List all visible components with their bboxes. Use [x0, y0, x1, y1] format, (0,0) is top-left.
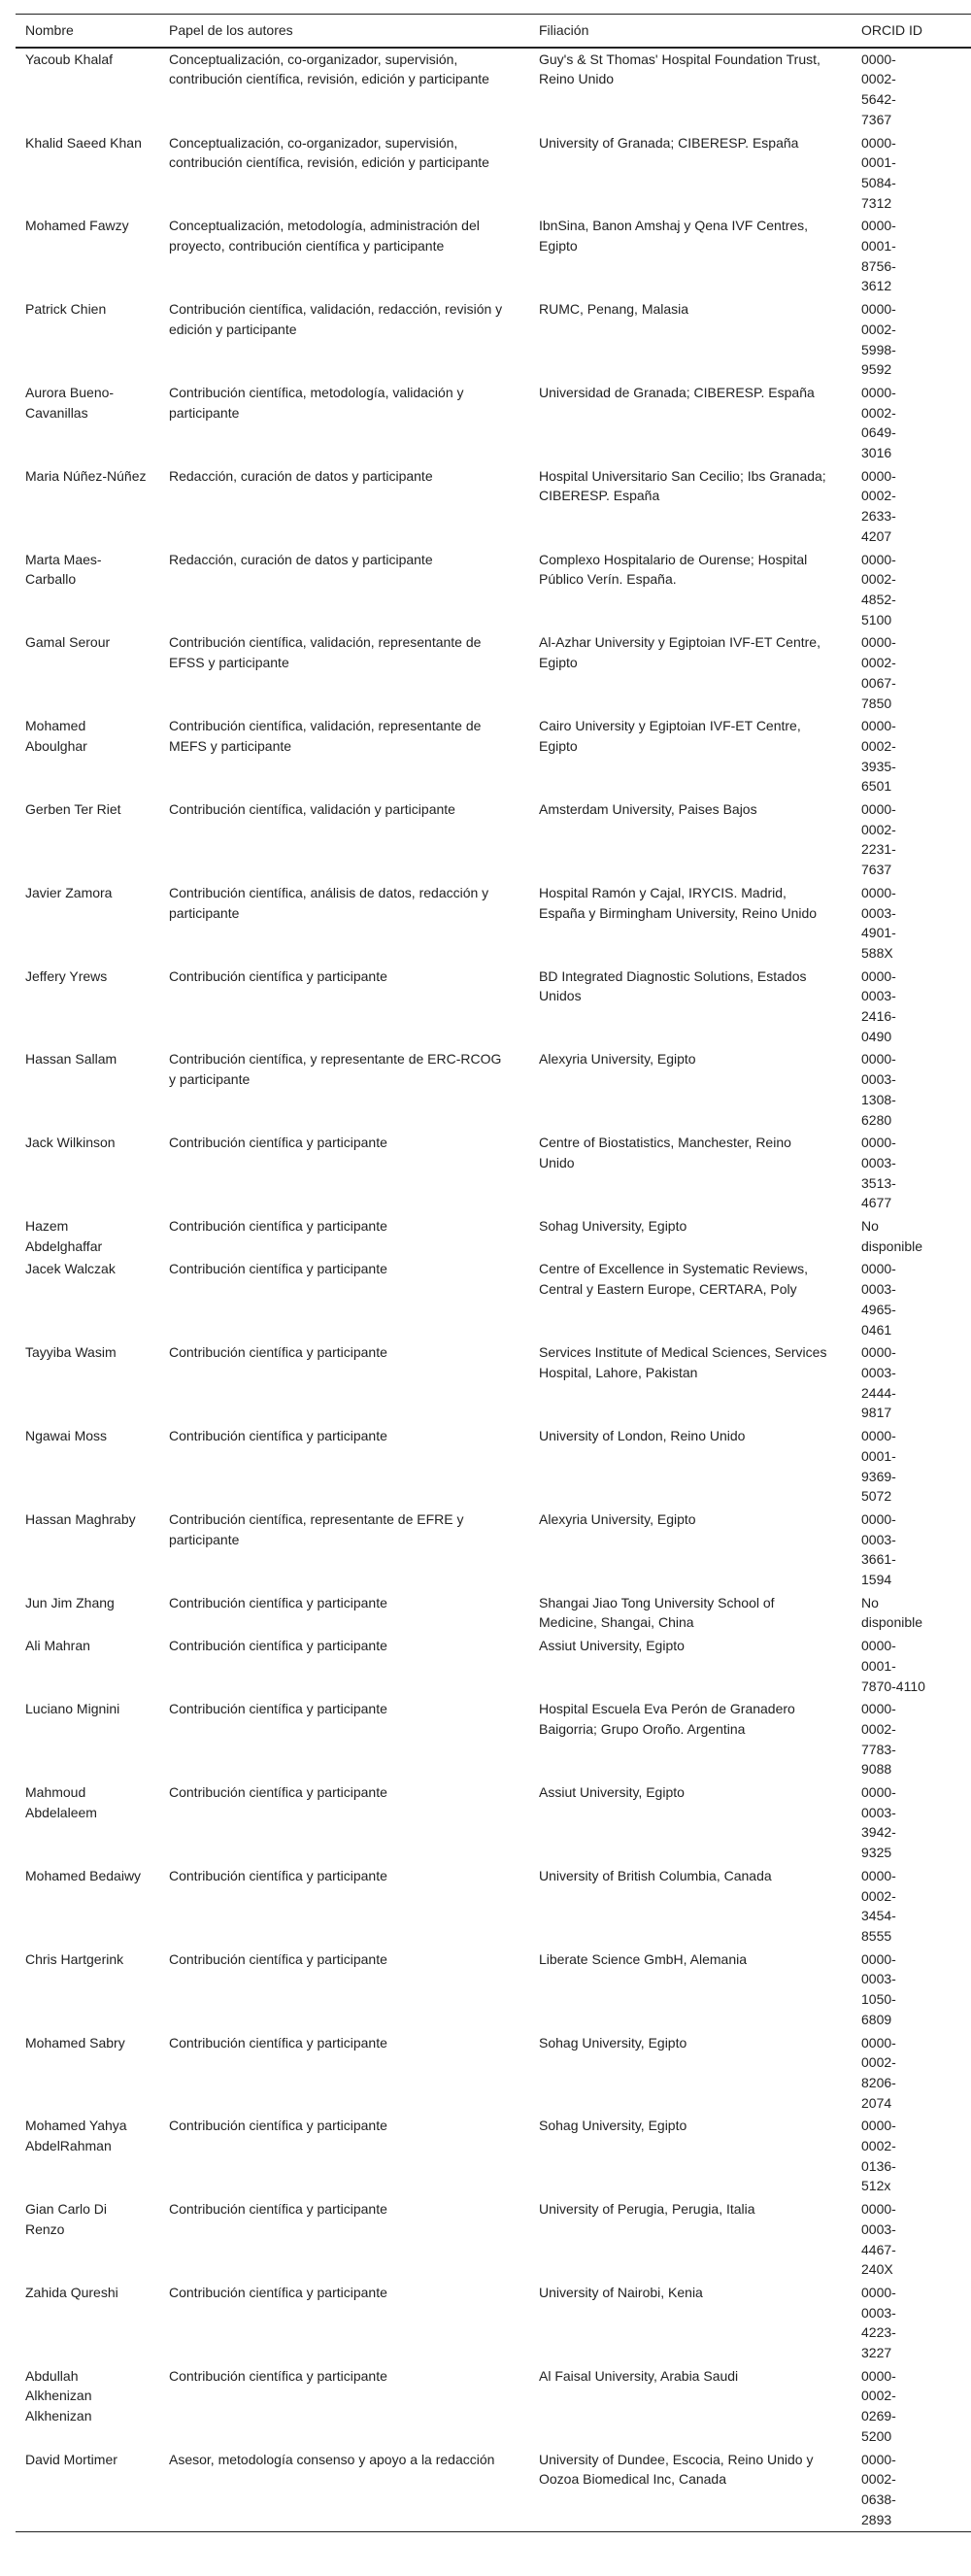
cell-papel-text: Contribución científica, validación, redacción, revisión y edición y participante	[169, 301, 503, 337]
cell-orcid	[852, 798, 971, 882]
cell-filiacion-text: Liberate Science GmbH, Alemania	[539, 1950, 747, 1967]
cell-nombre-text: Hassan Maghraby	[25, 1510, 136, 1527]
cell-filiacion-text: Cairo University y Egiptoian IVF-ET Centre, Egipto	[539, 718, 801, 754]
cell-filiacion	[529, 1132, 852, 1215]
cell-filiacion-text: Al-Azhar University y Egiptoian IVF-ET Centre, Egipto	[539, 634, 820, 671]
cell-orcid-text: 0000-0002-4852-5100	[861, 551, 896, 627]
cell-orcid-text: 0000-0002-5642-7367	[861, 51, 896, 127]
cell-orcid-text: 0000-0002-7783-9088	[861, 1701, 896, 1778]
table-row	[16, 1865, 971, 1949]
cell-filiacion	[529, 1048, 852, 1132]
cell-orcid	[852, 1592, 971, 1635]
cell-orcid-text: 0000-0003-1308-6280	[861, 1051, 896, 1128]
cell-orcid	[852, 1508, 971, 1592]
cell-orcid	[852, 382, 971, 465]
cell-filiacion-text: Alexyria University, Egipto	[539, 1510, 696, 1527]
cell-papel	[159, 2198, 529, 2282]
cell-papel-text: Contribución científica y participante	[169, 1135, 387, 1151]
cell-filiacion-text: University of Dundee, Escocia, Reino Unido y Oozoa Biomedical Inc, Canada	[539, 2451, 814, 2488]
cell-papel-text: Conceptualización, co-organizador, supervisión, contribución científica, revisión, edición y participante	[169, 134, 489, 171]
cell-nombre	[16, 1048, 159, 1132]
cell-filiacion	[529, 215, 852, 298]
cell-papel-text: Contribución científica y participante	[169, 1428, 387, 1444]
table-row	[16, 132, 971, 216]
cell-filiacion-text: University of Perugia, Perugia, Italia	[539, 2201, 755, 2218]
cell-nombre	[16, 1635, 159, 1698]
cell-papel	[159, 1698, 529, 1781]
cell-papel	[159, 966, 529, 1049]
cell-nombre-text: Jeffery Yrews	[25, 967, 108, 984]
cell-filiacion-text: Centre of Excellence in Systematic Reviews, Central y Eastern Europe, CERTARA, Poly	[539, 1261, 808, 1298]
cell-orcid	[852, 1949, 971, 2032]
cell-nombre	[16, 2365, 159, 2449]
cell-orcid	[852, 631, 971, 715]
cell-orcid	[852, 1215, 971, 1258]
cell-nombre	[16, 298, 159, 382]
cell-papel-text: Contribución científica y participante	[169, 2118, 387, 2134]
cell-nombre-text: Jun Jim Zhang	[25, 1594, 115, 1610]
cell-filiacion	[529, 631, 852, 715]
cell-filiacion	[529, 1949, 852, 2032]
cell-filiacion	[529, 2115, 852, 2198]
cell-papel	[159, 549, 529, 632]
cell-filiacion-text: RUMC, Penang, Malasia	[539, 301, 689, 318]
table-row	[16, 215, 971, 298]
cell-papel-text: Contribución científica, validación, representante de EFSS y participante	[169, 634, 482, 671]
cell-orcid-text: 0000-0002-0136-512x	[861, 2118, 896, 2194]
cell-orcid-text: 0000-0003-4965-0461	[861, 1261, 896, 1338]
cell-orcid-text: 0000-0003-1050-6809	[861, 1950, 896, 2027]
cell-papel-text: Contribución científica y participante	[169, 1594, 387, 1610]
cell-orcid-text: 0000-0003-4223-3227	[861, 2284, 896, 2361]
table-row	[16, 1592, 971, 1635]
cell-papel	[159, 1865, 529, 1949]
cell-filiacion	[529, 1341, 852, 1425]
cell-orcid-text: 0000-0002-8206-2074	[861, 2034, 896, 2111]
cell-orcid-text: No disponible	[861, 1218, 923, 1254]
cell-papel	[159, 2282, 529, 2365]
table-row	[16, 298, 971, 382]
cell-orcid-text: No disponible	[861, 1594, 923, 1631]
table-row	[16, 2198, 971, 2282]
cell-papel-text: Contribución científica y participante	[169, 1701, 387, 1717]
cell-filiacion	[529, 1781, 852, 1865]
table-row	[16, 2115, 971, 2198]
table-row	[16, 465, 971, 549]
cell-papel-text: Redacción, curación de datos y participante	[169, 551, 433, 567]
cell-filiacion-text: Alexyria University, Egipto	[539, 1051, 696, 1068]
cell-nombre	[16, 1258, 159, 1341]
cell-papel-text: Contribución científica y participante	[169, 967, 387, 984]
cell-papel-text: Contribución científica y participante	[169, 1218, 387, 1235]
cell-filiacion-text: Sohag University, Egipto	[539, 2034, 687, 2051]
cell-filiacion	[529, 2449, 852, 2532]
cell-orcid-text: 0000-0003-3513-4677	[861, 1135, 896, 1211]
cell-nombre-text: Chris Hartgerink	[25, 1950, 124, 1967]
cell-nombre	[16, 2282, 159, 2365]
cell-filiacion	[529, 882, 852, 966]
cell-papel	[159, 48, 529, 132]
table-row	[16, 798, 971, 882]
cell-filiacion-text: University of London, Reino Unido	[539, 1428, 746, 1444]
table-row	[16, 1048, 971, 1132]
cell-papel	[159, 1048, 529, 1132]
cell-papel	[159, 631, 529, 715]
cell-papel	[159, 465, 529, 549]
table-row	[16, 1132, 971, 1215]
cell-orcid-text: 0000-0003-2416-0490	[861, 967, 896, 1044]
header-orcid: ORCID ID	[861, 22, 922, 38]
table-row	[16, 1258, 971, 1341]
cell-nombre-text: Gamal Serour	[25, 634, 111, 651]
cell-filiacion-text: Sohag University, Egipto	[539, 1218, 687, 1235]
cell-papel	[159, 1592, 529, 1635]
header-filiacion: Filiación	[539, 22, 589, 38]
cell-nombre	[16, 2115, 159, 2198]
authors-table-container	[16, 14, 971, 2532]
cell-orcid	[852, 2282, 971, 2365]
cell-nombre-text: Mohamed Aboulghar	[25, 718, 87, 754]
cell-filiacion-text: University of British Columbia, Canada	[539, 1867, 772, 1883]
cell-papel-text: Contribución científica y participante	[169, 1950, 387, 1967]
cell-papel	[159, 798, 529, 882]
cell-papel	[159, 2365, 529, 2449]
cell-nombre	[16, 382, 159, 465]
cell-papel-text: Conceptualización, metodología, administración del proyecto, contribución científica y participante	[169, 218, 480, 254]
cell-papel-text: Contribución científica, análisis de datos, redacción y participante	[169, 884, 489, 921]
cell-orcid-text: 0000-0002-3454-8555	[861, 1867, 896, 1944]
cell-orcid-text: 0000-0003-2444-9817	[861, 1344, 896, 1421]
cell-papel-text: Redacción, curación de datos y participante	[169, 467, 433, 484]
cell-papel-text: Contribución científica y participante	[169, 2201, 387, 2218]
cell-filiacion-text: Hospital Escuela Eva Perón de Granadero Baigorria; Grupo Oroño. Argentina	[539, 1701, 795, 1737]
cell-nombre-text: Marta Maes-Carballo	[25, 551, 102, 588]
cell-orcid	[852, 2365, 971, 2449]
cell-papel	[159, 1949, 529, 2032]
cell-filiacion	[529, 1508, 852, 1592]
cell-nombre-text: Hazem Abdelghaffar	[25, 1218, 103, 1254]
cell-orcid-text: 0000-0002-0067-7850	[861, 634, 896, 711]
cell-nombre-text: Gian Carlo Di Renzo	[25, 2201, 108, 2237]
cell-papel	[159, 1132, 529, 1215]
cell-filiacion	[529, 2198, 852, 2282]
cell-filiacion-text: Al Faisal University, Arabia Saudi	[539, 2367, 739, 2384]
cell-nombre	[16, 631, 159, 715]
cell-filiacion-text: Guy's & St Thomas' Hospital Foundation Trust, Reino Unido	[539, 51, 820, 87]
table-row	[16, 715, 971, 798]
cell-papel-text: Asesor, metodología consenso y apoyo a la redacción	[169, 2451, 495, 2467]
cell-filiacion-text: Universidad de Granada; CIBERESP. España	[539, 384, 815, 400]
cell-papel	[159, 298, 529, 382]
table-row	[16, 1425, 971, 1508]
cell-papel-text: Contribución científica, metodología, validación y participante	[169, 384, 464, 421]
cell-nombre	[16, 2449, 159, 2532]
cell-nombre-text: Mohamed Yahya AbdelRahman	[25, 2118, 127, 2154]
cell-filiacion-text: University of Granada; CIBERESP. España	[539, 134, 799, 151]
cell-orcid-text: 0000-0002-0638-2893	[861, 2451, 896, 2527]
cell-papel	[159, 1635, 529, 1698]
cell-filiacion	[529, 1258, 852, 1341]
cell-nombre-text: Gerben Ter Riet	[25, 801, 121, 818]
cell-nombre	[16, 1698, 159, 1781]
cell-nombre-text: Hassan Sallam	[25, 1051, 117, 1068]
cell-papel-text: Contribución científica, validación y participante	[169, 801, 455, 818]
cell-nombre	[16, 2198, 159, 2282]
cell-papel-text: Contribución científica, representante de EFRE y participante	[169, 1510, 464, 1547]
cell-nombre	[16, 48, 159, 132]
table-row	[16, 2365, 971, 2449]
cell-papel	[159, 882, 529, 966]
cell-orcid	[852, 1048, 971, 1132]
cell-papel	[159, 382, 529, 465]
cell-papel	[159, 715, 529, 798]
cell-papel-text: Conceptualización, co-organizador, supervisión, contribución científica, revisión, edición y participante	[169, 51, 489, 87]
table-header-row	[16, 15, 971, 48]
cell-filiacion	[529, 1215, 852, 1258]
cell-papel-text: Contribución científica y participante	[169, 1638, 387, 1654]
table-row	[16, 2032, 971, 2116]
cell-nombre-text: Yacoub Khalaf	[25, 51, 114, 67]
cell-orcid	[852, 715, 971, 798]
table-row	[16, 1341, 971, 1425]
table-row	[16, 382, 971, 465]
cell-filiacion-text: Services Institute of Medical Sciences, Services Hospital, Lahore, Pakistan	[539, 1344, 827, 1380]
cell-orcid	[852, 1865, 971, 1949]
cell-orcid	[852, 465, 971, 549]
cell-papel-text: Contribución científica y participante	[169, 1344, 387, 1361]
cell-nombre-text: Tayyiba Wasim	[25, 1344, 117, 1361]
cell-orcid	[852, 132, 971, 216]
cell-filiacion	[529, 1425, 852, 1508]
cell-nombre	[16, 1341, 159, 1425]
cell-orcid-text: 0000-0002-3935-6501	[861, 718, 896, 795]
cell-filiacion-text: Hospital Universitario San Cecilio; Ibs Granada; CIBERESP. España	[539, 467, 826, 504]
cell-nombre-text: Javier Zamora	[25, 884, 113, 900]
cell-nombre	[16, 1781, 159, 1865]
cell-orcid-text: 0000-0002-5998-9592	[861, 301, 896, 378]
header-papel: Papel de los autores	[169, 22, 293, 38]
cell-nombre-text: Khalid Saeed Khan	[25, 134, 142, 151]
cell-nombre	[16, 465, 159, 549]
cell-nombre-text: Jack Wilkinson	[25, 1135, 116, 1151]
cell-filiacion	[529, 1698, 852, 1781]
cell-orcid-text: 0000-0002-0649-3016	[861, 384, 896, 461]
cell-nombre	[16, 2032, 159, 2116]
cell-filiacion	[529, 48, 852, 132]
cell-orcid	[852, 1698, 971, 1781]
cell-orcid	[852, 1132, 971, 1215]
cell-orcid	[852, 2115, 971, 2198]
cell-nombre-text: Mohamed Sabry	[25, 2034, 125, 2051]
cell-orcid	[852, 549, 971, 632]
cell-nombre-text: David Mortimer	[25, 2451, 117, 2467]
cell-filiacion	[529, 382, 852, 465]
cell-nombre	[16, 1132, 159, 1215]
table-row	[16, 1215, 971, 1258]
cell-filiacion	[529, 798, 852, 882]
cell-nombre	[16, 1949, 159, 2032]
cell-nombre	[16, 1592, 159, 1635]
cell-filiacion-text: Amsterdam University, Paises Bajos	[539, 801, 757, 818]
cell-orcid	[852, 1258, 971, 1341]
cell-filiacion-text: Sohag University, Egipto	[539, 2118, 687, 2134]
cell-filiacion	[529, 2032, 852, 2116]
cell-nombre	[16, 1865, 159, 1949]
cell-filiacion-text: Centre of Biostatistics, Manchester, Reino Unido	[539, 1135, 791, 1170]
cell-papel	[159, 2115, 529, 2198]
cell-orcid-text: 0000-0003-3942-9325	[861, 1784, 896, 1861]
cell-nombre	[16, 1508, 159, 1592]
cell-orcid-text: 0000-0001-8756-3612	[861, 218, 896, 294]
cell-papel	[159, 2449, 529, 2532]
cell-filiacion	[529, 1592, 852, 1635]
cell-papel	[159, 132, 529, 216]
cell-nombre	[16, 882, 159, 966]
cell-papel	[159, 1781, 529, 1865]
table-row	[16, 882, 971, 966]
cell-filiacion-text: Shangai Jiao Tong University School of Medicine, Shangai, China	[539, 1594, 775, 1631]
table-row	[16, 2282, 971, 2365]
table-row	[16, 48, 971, 132]
table-row	[16, 966, 971, 1049]
table-row	[16, 1698, 971, 1781]
table-row	[16, 1635, 971, 1698]
cell-papel	[159, 1508, 529, 1592]
cell-orcid-text: 0000-0001-7870-4110	[861, 1638, 925, 1694]
cell-nombre-text: Zahida Qureshi	[25, 2284, 118, 2300]
cell-filiacion	[529, 549, 852, 632]
cell-nombre	[16, 215, 159, 298]
cell-nombre-text: Mohamed Fawzy	[25, 218, 129, 234]
cell-filiacion	[529, 132, 852, 216]
cell-papel	[159, 215, 529, 298]
cell-papel	[159, 1425, 529, 1508]
cell-filiacion-text: Complexo Hospitalario de Ourense; Hospital Público Verín. España.	[539, 551, 808, 588]
cell-papel	[159, 1258, 529, 1341]
cell-filiacion-text: IbnSina, Banon Amshaj y Qena IVF Centres, Egipto	[539, 218, 809, 254]
cell-nombre	[16, 798, 159, 882]
cell-papel	[159, 1215, 529, 1258]
cell-orcid	[852, 882, 971, 966]
cell-orcid	[852, 1425, 971, 1508]
cell-nombre-text: Abdullah Alkhenizan Alkhenizan	[25, 2367, 92, 2424]
table-row	[16, 549, 971, 632]
cell-orcid-text: 0000-0003-4467-240X	[861, 2201, 896, 2278]
cell-filiacion	[529, 1635, 852, 1698]
cell-nombre	[16, 1215, 159, 1258]
cell-nombre	[16, 715, 159, 798]
cell-filiacion-text: Assiut University, Egipto	[539, 1784, 685, 1801]
cell-filiacion-text: Assiut University, Egipto	[539, 1638, 685, 1654]
cell-orcid-text: 0000-0003-4901-588X	[861, 884, 896, 961]
cell-papel-text: Contribución científica y participante	[169, 1867, 387, 1883]
cell-nombre-text: Maria Núñez-Núñez	[25, 467, 147, 484]
table-row	[16, 1508, 971, 1592]
cell-papel-text: Contribución científica, y representante de ERC-RCOG y participante	[169, 1051, 502, 1088]
cell-filiacion	[529, 2365, 852, 2449]
cell-orcid	[852, 48, 971, 132]
cell-nombre	[16, 549, 159, 632]
cell-filiacion	[529, 966, 852, 1049]
cell-nombre-text: Ngawai Moss	[25, 1428, 108, 1444]
cell-nombre	[16, 1425, 159, 1508]
cell-papel-text: Contribución científica y participante	[169, 1261, 387, 1277]
cell-filiacion	[529, 298, 852, 382]
table-row	[16, 1781, 971, 1865]
cell-orcid	[852, 1341, 971, 1425]
cell-orcid-text: 0000-0002-2231-7637	[861, 801, 896, 878]
cell-nombre-text: Aurora Bueno-Cavanillas	[25, 384, 115, 421]
cell-papel	[159, 1341, 529, 1425]
cell-orcid	[852, 1635, 971, 1698]
table-row	[16, 2449, 971, 2532]
cell-filiacion-text: University of Nairobi, Kenia	[539, 2284, 703, 2300]
table-body	[16, 48, 971, 2532]
cell-nombre-text: Mohamed Bedaiwy	[25, 1867, 142, 1883]
cell-orcid	[852, 1781, 971, 1865]
cell-filiacion-text: BD Integrated Diagnostic Solutions, Estados Unidos	[539, 967, 807, 1004]
header-nombre: Nombre	[25, 22, 74, 38]
cell-orcid	[852, 2449, 971, 2532]
cell-orcid	[852, 298, 971, 382]
authors-table	[16, 14, 971, 2532]
cell-papel-text: Contribución científica y participante	[169, 2284, 387, 2300]
cell-orcid-text: 0000-0001-5084-7312	[861, 134, 896, 211]
cell-orcid	[852, 215, 971, 298]
cell-orcid	[852, 2198, 971, 2282]
cell-papel-text: Contribución científica y participante	[169, 1784, 387, 1801]
cell-papel-text: Contribución científica, validación, representante de MEFS y participante	[169, 718, 482, 754]
cell-orcid	[852, 2032, 971, 2116]
cell-filiacion	[529, 1865, 852, 1949]
cell-filiacion	[529, 2282, 852, 2365]
cell-nombre-text: Patrick Chien	[25, 301, 107, 318]
cell-orcid-text: 0000-0002-2633-4207	[861, 467, 896, 544]
cell-papel-text: Contribución científica y participante	[169, 2367, 387, 2384]
cell-nombre	[16, 966, 159, 1049]
cell-orcid-text: 0000-0003-3661-1594	[861, 1510, 896, 1588]
cell-filiacion-text: Hospital Ramón y Cajal, IRYCIS. Madrid, España y Birmingham University, Reino Unido	[539, 884, 818, 921]
cell-orcid-text: 0000-0002-0269-5200	[861, 2367, 896, 2444]
cell-nombre-text: Ali Mahran	[25, 1638, 90, 1654]
cell-nombre	[16, 132, 159, 216]
table-row	[16, 631, 971, 715]
cell-orcid	[852, 966, 971, 1049]
cell-nombre-text: Luciano Mignini	[25, 1701, 120, 1717]
cell-papel-text: Contribución científica y participante	[169, 2034, 387, 2051]
cell-papel	[159, 2032, 529, 2116]
table-row	[16, 1949, 971, 2032]
cell-nombre-text: Mahmoud Abdelaleem	[25, 1784, 97, 1820]
cell-filiacion	[529, 465, 852, 549]
cell-orcid-text: 0000-0001-9369-5072	[861, 1428, 896, 1505]
cell-nombre-text: Jacek Walczak	[25, 1261, 116, 1277]
cell-filiacion	[529, 715, 852, 798]
